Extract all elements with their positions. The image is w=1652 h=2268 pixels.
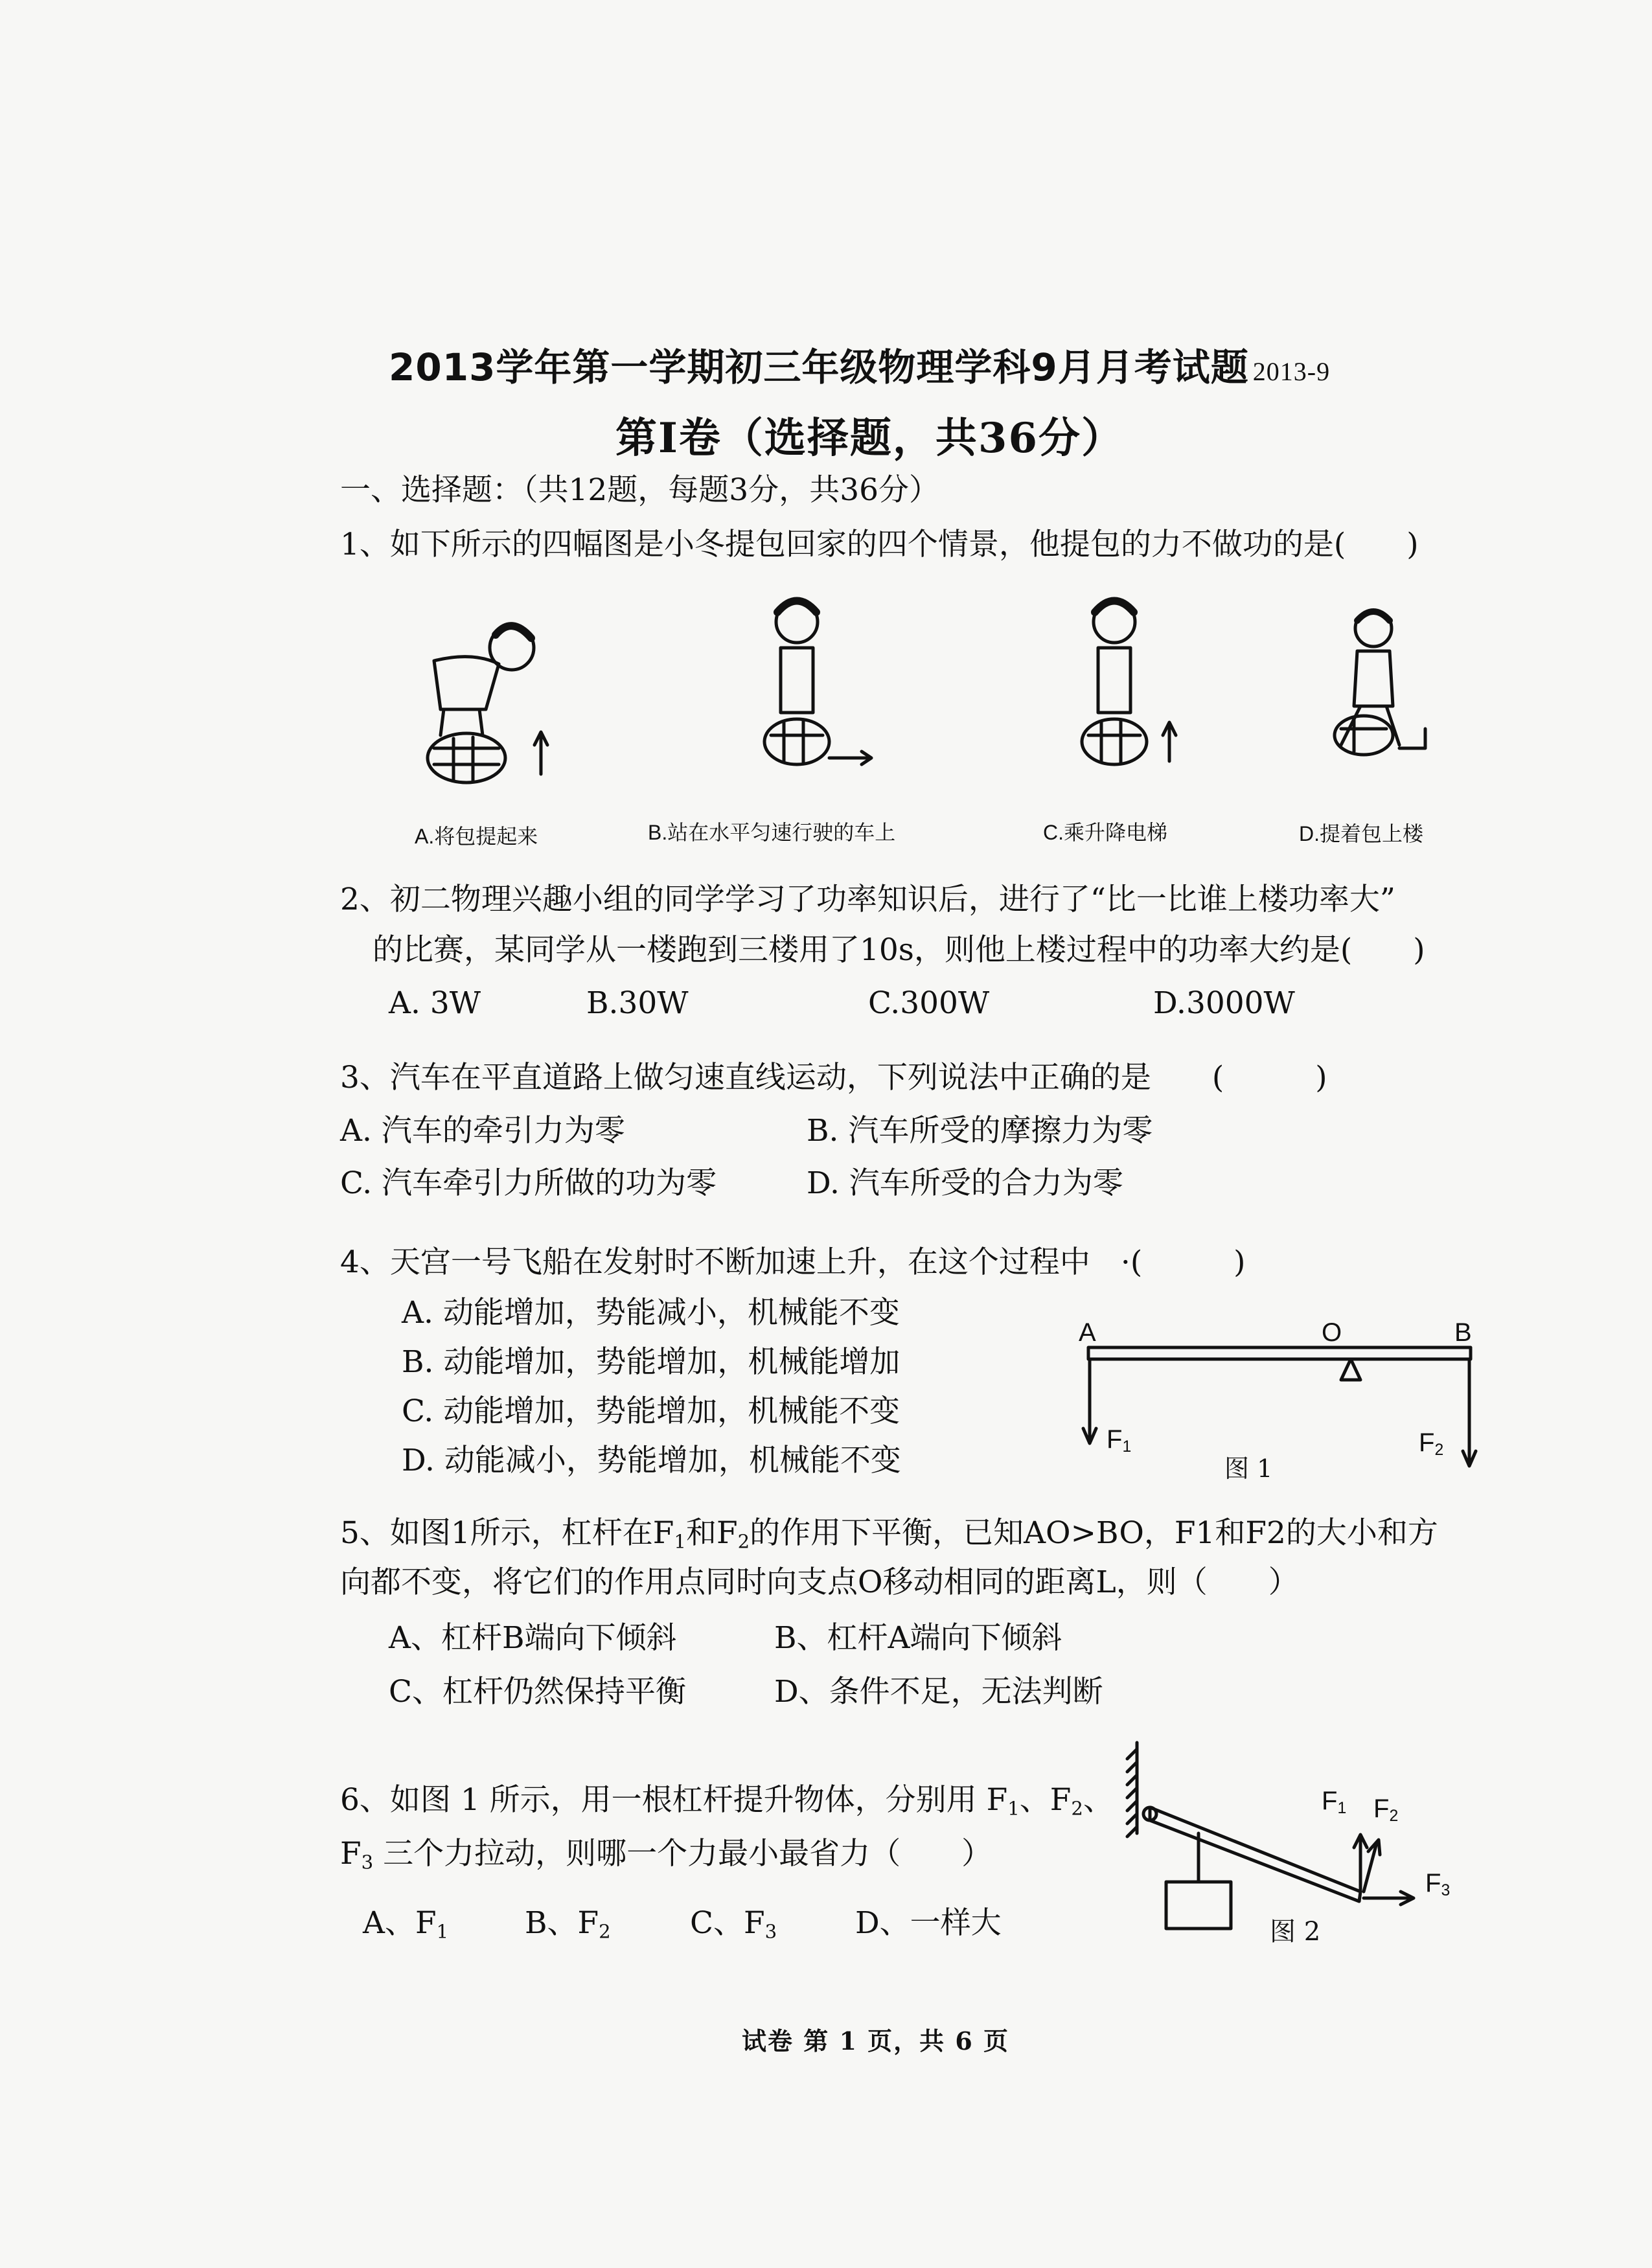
- q4-option-b: B. 动能增加，势能增加，机械能增加: [402, 1344, 901, 1380]
- q2-stem-line2: 的比赛，某同学从一楼跑到三楼用了10s，则他上楼过程中的功率大约是( ): [373, 932, 1425, 968]
- figure-1-label-o: O: [1322, 1318, 1342, 1347]
- q3-option-b: B. 汽车所受的摩擦力为零: [807, 1113, 1153, 1149]
- page-footer: 试卷 第 1 页，共 6 页: [742, 2026, 1010, 2056]
- figure-2-f1: [1322, 1787, 1346, 1818]
- q6-option-a-text: A、F: [363, 1905, 437, 1941]
- q6-option-b-text: B、F: [525, 1905, 599, 1941]
- q2-stem-line1: 2、初二物理兴趣小组的同学学习了功率知识后，进行了“比一比谁上楼功率大”: [340, 882, 1395, 917]
- q5-option-c: C、杠杆仍然保持平衡: [389, 1674, 686, 1710]
- q6-option-c-text: C、F: [690, 1905, 765, 1941]
- q5-option-a: A、杠杆B端向下倾斜: [389, 1620, 677, 1656]
- q5-line1-sub1: 1: [674, 1530, 686, 1553]
- q1-caption-b: B.站在水平匀速行驶的车上: [648, 821, 896, 844]
- q3-option-d: D. 汽车所受的合力为零: [807, 1165, 1123, 1201]
- q6-line1-sub2: 2: [1071, 1797, 1083, 1820]
- q6-option-a: [363, 1905, 449, 1943]
- q4-option-d: D. 动能减小，势能增加，机械能不变: [402, 1443, 901, 1478]
- q1-stem: 1、如下所示的四幅图是小冬提包回家的四个情景，他提包的力不做功的是( ): [340, 527, 1419, 562]
- q6-option-a-sub: 1: [436, 1920, 449, 1943]
- q5-line1-pre: 5、如图1所示，杠杆在F: [340, 1515, 674, 1551]
- q6-stem-line2: [340, 1838, 992, 1872]
- figure-2-f1-sub: 1: [1337, 1800, 1347, 1818]
- q3-option-c: C. 汽车牵引力所做的功为零: [340, 1165, 717, 1201]
- figure-1-f1-text: F: [1107, 1425, 1123, 1454]
- q6-line2-pre: F: [340, 1836, 361, 1872]
- q2-option-c: C.300W: [868, 985, 990, 1021]
- q2-option-b: B.30W: [586, 985, 689, 1021]
- q1-figure-c: [1050, 590, 1199, 771]
- q6-option-b-sub: 2: [599, 1920, 611, 1943]
- q6-line2-sub3: 3: [361, 1851, 374, 1873]
- q1-caption-c: C.乘升降电梯: [1043, 821, 1168, 844]
- q1-figure-d: [1302, 596, 1451, 777]
- q6-line1-sub1: 1: [1007, 1797, 1020, 1820]
- figure-2-f2-sub: 2: [1389, 1807, 1399, 1826]
- q6-line1-post: 、: [1083, 1782, 1114, 1818]
- figure-1-label-a: A: [1079, 1318, 1096, 1347]
- q5-line1-sub2: 2: [737, 1530, 750, 1553]
- q6-line2-post: 三个力拉动，则哪一个力最小最省力（ ）: [373, 1836, 992, 1872]
- q6-option-c-sub: 3: [764, 1920, 777, 1943]
- section-heading: 一、选择题：（共12题，每题3分，共36分）: [340, 472, 940, 508]
- q6-stem-line1: [340, 1782, 1114, 1820]
- figure-2-f2: [1373, 1794, 1398, 1826]
- q2-option-d: D.3000W: [1153, 985, 1295, 1021]
- exam-date: 2013-9: [1252, 357, 1331, 386]
- figure-1-f1-sub: 1: [1122, 1438, 1132, 1456]
- q1-caption-a: A.将包提起来: [415, 825, 538, 848]
- q1-caption-d: D.提着包上楼: [1299, 822, 1424, 845]
- figure-2-f3-text: F: [1425, 1869, 1441, 1897]
- q6-option-d: [855, 1905, 1002, 1941]
- q2-option-a: A. 3W: [389, 985, 481, 1021]
- part-title: 第Ⅰ卷（选择题，共36分）: [615, 414, 1124, 463]
- figure-1-label-b: B: [1454, 1318, 1472, 1347]
- q6-option-c: [690, 1905, 777, 1943]
- figure-2-caption: 图 2: [1270, 1917, 1321, 1947]
- figure-1-f2: [1419, 1428, 1443, 1460]
- figure-1-caption: 图 1: [1224, 1454, 1273, 1483]
- q5-line1-mid: 和F: [685, 1515, 738, 1551]
- q6-line1-pre: 6、如图 1 所示，用一根杠杆提升物体，分别用 F: [340, 1782, 1008, 1818]
- q5-option-d: D、条件不足，无法判断: [774, 1674, 1103, 1710]
- q6-option-d-text: D、一样大: [855, 1905, 1002, 1941]
- q5-line1-post: 的作用下平衡，已知AO>BO，F1和F2的大小和方: [750, 1515, 1438, 1551]
- q4-option-a: A. 动能增加，势能减小，机械能不变: [402, 1295, 900, 1331]
- exam-title: [389, 337, 1330, 391]
- figure-2-f3: [1425, 1869, 1450, 1900]
- q5-option-b: B、杠杆A端向下倾斜: [774, 1620, 1062, 1656]
- figure-2-f1-text: F: [1322, 1787, 1338, 1815]
- q6-line1-mid: 、F: [1019, 1782, 1072, 1818]
- figure-2-f2-text: F: [1373, 1794, 1390, 1823]
- q3-stem: 3、汽车在平直道路上做匀速直线运动，下列说法中正确的是 ( ): [340, 1060, 1327, 1095]
- exam-title-text: 2013学年第一学期初三年级物理学科9月月考试题: [389, 345, 1249, 389]
- q5-stem-line1: [340, 1515, 1438, 1553]
- q4-option-c: C. 动能增加，势能增加，机械能不变: [402, 1393, 901, 1429]
- figure-1-f1: [1107, 1425, 1131, 1456]
- q1-figure-a: [408, 612, 557, 794]
- figure-1-f2-text: F: [1419, 1428, 1435, 1457]
- q1-figure-b: [732, 590, 881, 771]
- q3-option-a: A. 汽车的牵引力为零: [340, 1113, 625, 1149]
- q4-stem: 4、天宫一号飞船在发射时不断加速上升，在这个过程中 ·( ): [340, 1244, 1246, 1280]
- q5-stem-line2: 向都不变，将它们的作用点同时向支点O移动相同的距离L，则（ ）: [340, 1564, 1299, 1600]
- q6-option-b: [525, 1905, 611, 1943]
- figure-1-f2-sub: 2: [1434, 1441, 1444, 1460]
- figure-2-f3-sub: 3: [1441, 1882, 1451, 1900]
